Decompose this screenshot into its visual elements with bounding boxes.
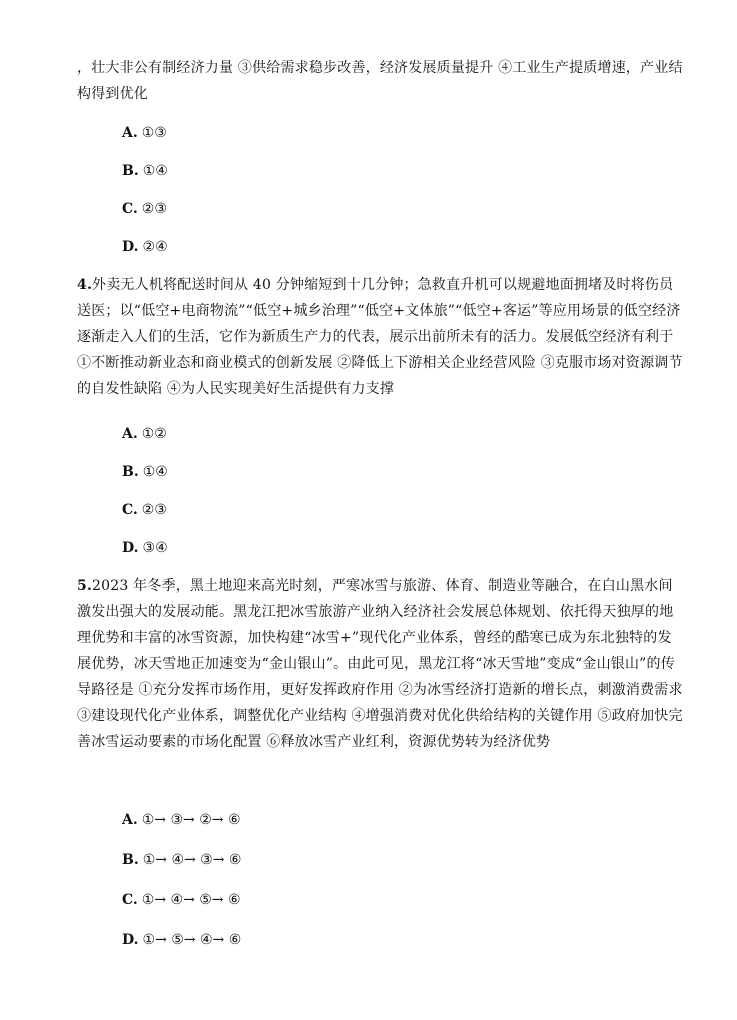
question-3-option-a [122,123,167,143]
option-value: ①④ [142,163,168,179]
option-value: ①② [141,426,167,442]
question-4-option-b [122,462,168,482]
option-value: ①→ ④→ ③→ ⑥ [142,852,242,868]
question-3-option-c [122,199,167,219]
question-3-text: ，壮大非公有制经济力量 ③供给需求稳步改善，经济发展质量提升 ④工业生产提质增速，产业结构得到优化 [77,60,683,102]
option-letter: B. [122,464,139,480]
option-letter: B. [122,852,139,868]
question-4-number: 4. [77,277,93,293]
question-4-option-d [122,538,168,558]
question-3-option-d [122,237,168,257]
question-4-text: 外卖无人机将配送时间从 40 分钟缩短到十几分钟；急救直升机可以规避地面拥堵及时将伤员送医；以“低空+电商物流”“低空+城乡治理”“低空+文体旅”“低空+客运”等应用场景的低空经济逐渐走入人们的生活，它作为新质生产力的代表，展示出前所未有的活力。发展低空经济有利于 ①不断推动新业态和商业模式的创新发展 ②降低上下游相关企业经营风险 ③克服市场对资源调节的自发性缺陷 ④为人民实现美好生活提供有力支撑 [77,277,683,397]
option-letter: D. [122,932,139,948]
option-letter: A. [122,125,138,141]
option-value: ①→ ⑤→ ④→ ⑥ [142,932,242,948]
question-5-text: 2023 年冬季，黑土地迎来高光时刻，严寒冰雪与旅游、体育、制造业等融合，在白山黑水间激发出强大的发展动能。黑龙江把冰雪旅游产业纳入经济社会发展总体规划、依托得天独厚的地理优势和丰富的冰雪资源，加快构建“冰雪+”现代化产业体系，曾经的酷寒已成为东北独特的发展优势，冰天雪地正加速变为“金山银山”。由此可见，黑龙江将“冰天雪地”变成“金山银山”的传导路径是 ①充分发挥市场作用，更好发挥政府作用 ②为冰雪经济打造新的增长点，刺激消费需求 ③建设现代化产业体系，调整优化产业结构 ④增强消费对优化供给结构的关键作用 ⑤政府加快完善冰雪运动要素的市场化配置 ⑥释放冰雪产业红利，资源优势转为经济优势 [77,578,683,750]
option-value: ③④ [142,540,168,556]
question-5-option-d [122,930,241,950]
question-5-option-b [122,850,241,870]
question-5-stem [77,573,683,755]
question-4-stem [77,272,683,402]
question-3-stem-tail [77,55,683,107]
option-value: ②③ [141,201,167,217]
option-value: ①→ ③→ ②→ ⑥ [141,812,241,828]
option-value: ①③ [141,125,167,141]
option-letter: D. [122,239,139,255]
option-letter: C. [122,502,138,518]
question-5-option-c [122,890,241,910]
option-value: ①④ [142,464,168,480]
question-4-option-a [122,424,167,444]
option-letter: C. [122,201,138,217]
question-4-option-c [122,500,167,520]
option-value: ①→ ④→ ⑤→ ⑥ [141,892,241,908]
option-letter: D. [122,540,139,556]
question-5-option-a [122,810,241,830]
question-3-option-b [122,161,168,181]
option-value: ②③ [141,502,167,518]
option-letter: A. [122,426,138,442]
option-value: ②④ [142,239,168,255]
question-5-number: 5. [77,578,93,594]
option-letter: C. [122,892,138,908]
option-letter: A. [122,812,138,828]
option-letter: B. [122,163,139,179]
